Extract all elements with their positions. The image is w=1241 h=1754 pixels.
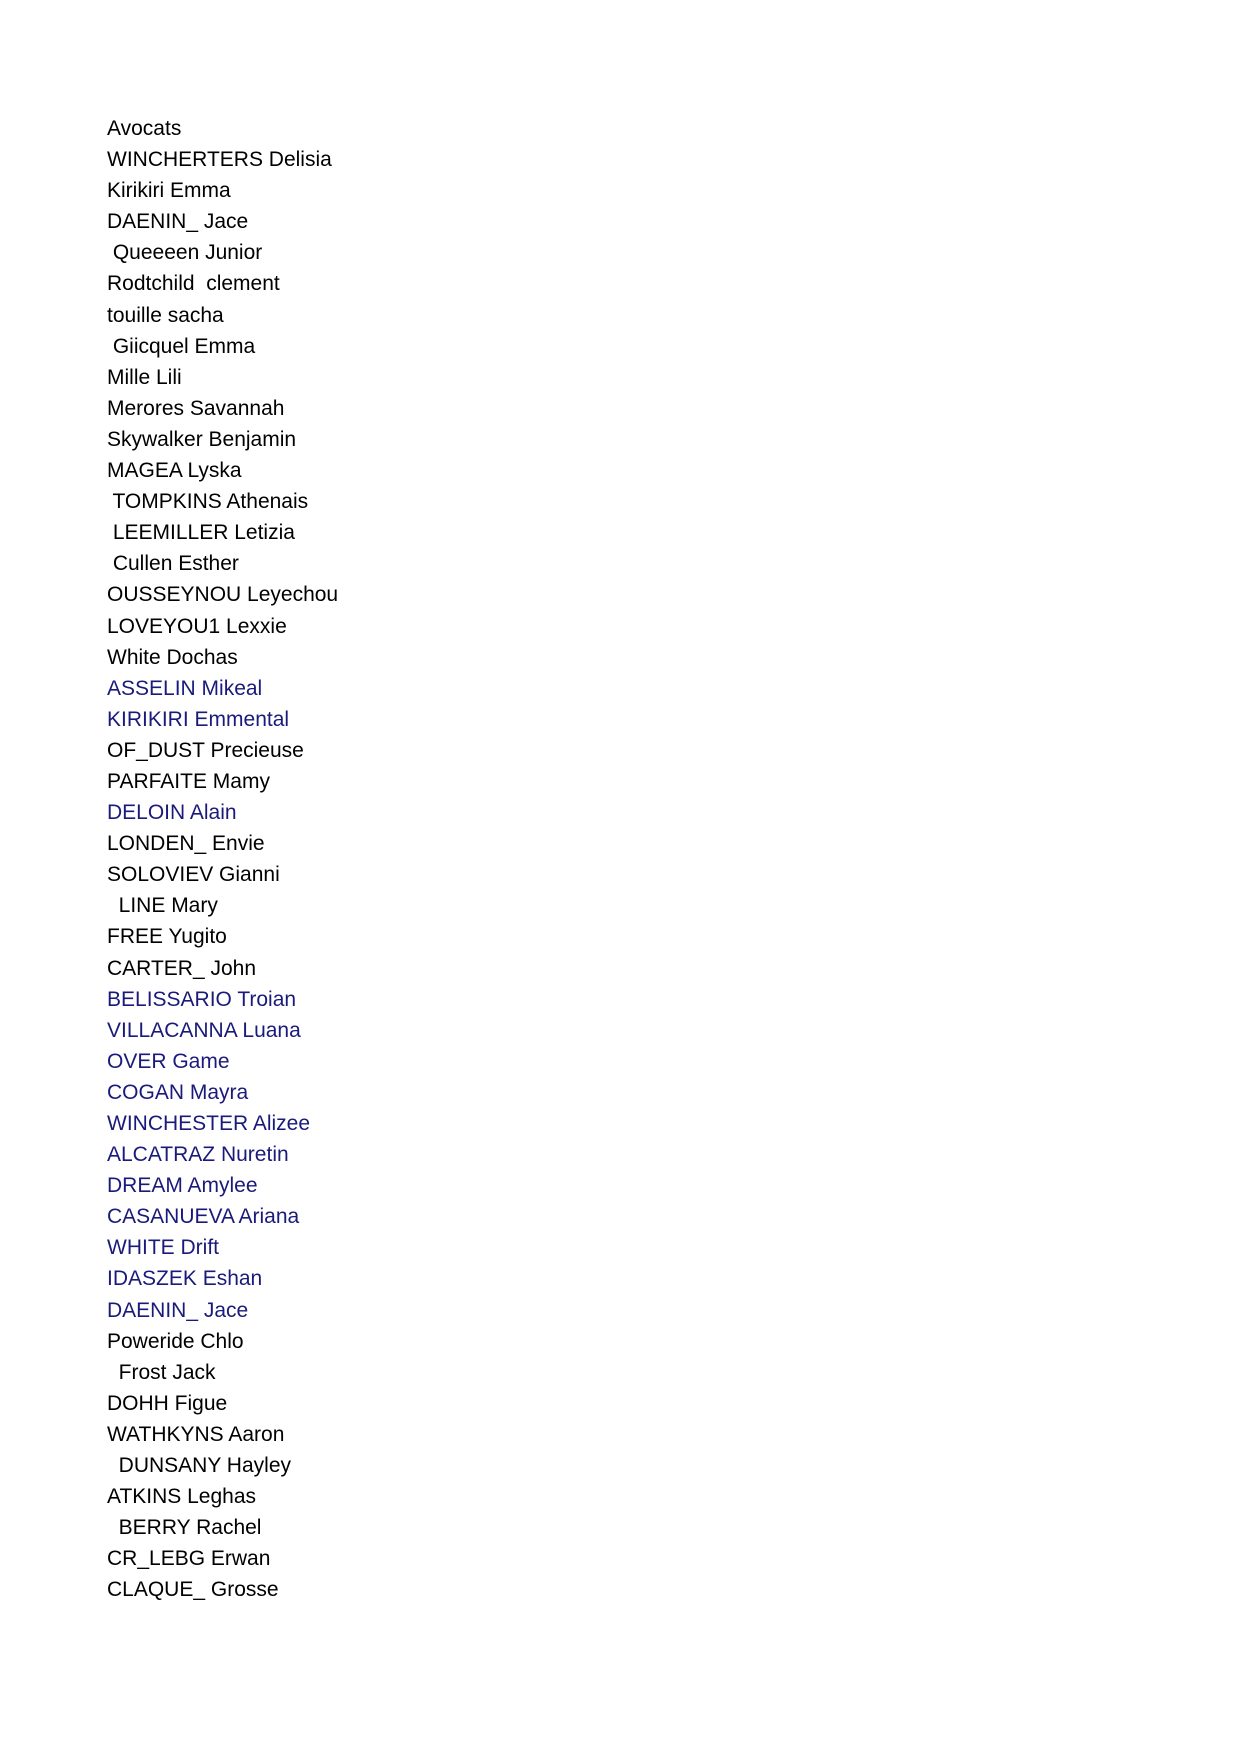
- list-item: Mille Lili: [107, 365, 182, 389]
- list-item: BELISSARIO Troian: [107, 987, 297, 1011]
- list-item: Skywalker Benjamin: [107, 427, 297, 451]
- list-item: Queeeen Junior: [107, 241, 263, 265]
- list-item: White Dochas: [107, 645, 238, 669]
- list-item: DREAM Amylee: [107, 1174, 258, 1198]
- list-item: Rodtchild clement: [107, 272, 280, 296]
- name-list: [107, 113, 338, 1606]
- list-item: DUNSANY Hayley: [107, 1454, 291, 1478]
- list-item: KIRIKIRI Emmental: [107, 707, 290, 731]
- list-item: BERRY Rachel: [107, 1516, 262, 1540]
- list-item: CR_LEBG Erwan: [107, 1547, 271, 1571]
- list-item: Poweride Chlo: [107, 1329, 244, 1353]
- list-heading: Avocats: [107, 117, 182, 140]
- list-item: OF_DUST Precieuse: [107, 738, 304, 762]
- list-item: Cullen Esther: [107, 552, 239, 576]
- list-item: WHITE Drift: [107, 1236, 219, 1260]
- list-item: VILLACANNA Luana: [107, 1018, 301, 1042]
- list-item: WATHKYNS Aaron: [107, 1422, 285, 1446]
- list-item: FREE Yugito: [107, 925, 227, 949]
- list-item: PARFAITE Mamy: [107, 769, 270, 793]
- list-item: Frost Jack: [107, 1360, 216, 1384]
- list-item: ATKINS Leghas: [107, 1485, 257, 1509]
- list-item: Giicquel Emma: [107, 334, 256, 358]
- list-item: OVER Game: [107, 1049, 230, 1073]
- list-item: SOLOVIEV Gianni: [107, 863, 280, 887]
- list-item: CARTER_ John: [107, 956, 257, 980]
- list-item: touille sacha: [107, 303, 224, 327]
- list-item: WINCHERTERS Delisia: [107, 148, 332, 172]
- list-item: DAENIN_ Jace: [107, 1298, 249, 1322]
- list-item: CLAQUE_ Grosse: [107, 1578, 279, 1602]
- list-item: WINCHESTER Alizee: [107, 1112, 311, 1135]
- list-item: DOHH Figue: [107, 1391, 228, 1415]
- list-item: LEEMILLER Letizia: [107, 521, 295, 545]
- list-item: MAGEA Lyska: [107, 459, 242, 483]
- list-item: Kirikiri Emma: [107, 179, 231, 203]
- list-item: DELOIN Alain: [107, 801, 237, 825]
- list-item: CASANUEVA Ariana: [107, 1205, 300, 1229]
- list-item: LINE Mary: [107, 894, 218, 918]
- list-item: ASSELIN Mikeal: [107, 676, 263, 700]
- list-item: LOVEYOU1 Lexxie: [107, 614, 287, 638]
- list-item: ALCATRAZ Nuretin: [107, 1143, 289, 1167]
- list-item: COGAN Mayra: [107, 1080, 249, 1104]
- list-item: LONDEN_ Envie: [107, 832, 265, 856]
- list-item: IDASZEK Eshan: [107, 1267, 263, 1291]
- list-item: Merores Savannah: [107, 396, 285, 420]
- list-item: DAENIN_ Jace: [107, 210, 249, 234]
- list-item: OUSSEYNOU Leyechou: [107, 583, 339, 607]
- list-item: TOMPKINS Athenais: [107, 490, 309, 514]
